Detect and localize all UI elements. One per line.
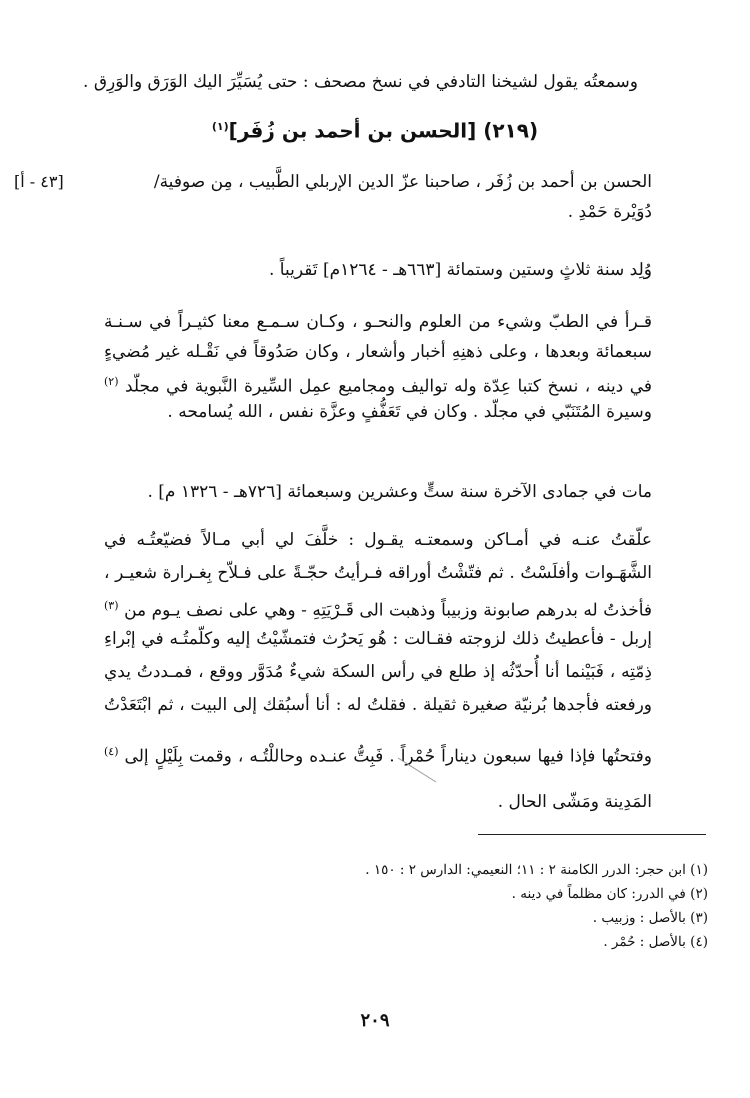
story-line: علّقتُ عنـه في أمـاكن وسمعتـه يقـول : خلَّفَ لي أبي مـالاً فضيّعتُـه في: [104, 530, 652, 550]
study-line: سبعمائة وبعدها ، وعلى ذهنِهِ أخبار وأشعار ، وكان صَدُوقاً في نَقْـله غير مُضيءٍ: [104, 342, 652, 362]
story-line-text: وفتحتُها فإذا فيها سبعون ديناراً حُمْراً . فَبِتُّ عنـده وحاللْتُـه ، وقمت بِلَيْلٍ إلى: [124, 746, 653, 767]
story-line: ورفعته فأجدها بُرنيّة صغيرة ثقيلة . فقلتُ له : أنا أسبُقك إلى البيت ، ثم ابْتَعَدْتُ: [104, 695, 652, 715]
study-line-with-note: [104, 370, 652, 399]
heading-title: (٢١٩) [الحسن بن أحمد بن زُفَر]: [228, 118, 539, 143]
study-line-text: في دينه ، نسخ كتبا عِدّة وله تواليف ومجاميع عمِل السِّيرة النَّبوية في مجلّد: [124, 376, 652, 397]
story-footnote-marker-3: (٣): [104, 599, 119, 612]
story-line: الشَّهَـوات وأفلَسْتُ . ثم فتّشْتُ أوراقه فـرأيتُ حجّـةً على فـلاّح بِغـرارة شعيـر ،: [104, 563, 652, 583]
pencil-mark-icon: [396, 756, 440, 784]
footnote: (٤) بالأصل : حُمْر .: [603, 934, 708, 950]
story-footnote-marker-4: (٤): [104, 745, 119, 758]
footnote-divider: [478, 834, 706, 835]
study-footnote-marker: (٢): [104, 375, 119, 388]
story-line-text: فأخذتُ له بدرهم صابونة وزبيباً وذهبت الى قَـرْيَتِهِ - وهي على نصف يـوم من: [124, 600, 653, 621]
study-line: قـرأ في الطبّ وشيء من العلوم والنحـو ، وكـان سـمـع معنا كثيـراً في سـنـة: [104, 312, 652, 332]
page-number: ٢٠٩: [360, 1010, 390, 1031]
margin-reference: [٤٣ - أ]: [14, 172, 64, 191]
study-line: وسيرة المُتَنَبّي في مجلّد . وكان في تَعَفُّفٍ وعزَّة نفس ، الله يُسامحه .: [167, 402, 652, 422]
footnote: (١) ابن حجر: الدرر الكامنة ٢ : ١١؛ النعيمي: الدارس ٢ : ١٥٠ .: [365, 862, 708, 878]
entry-line: دُوَيْرة حَمْدِ .: [567, 202, 652, 222]
story-line: ذِمّتِه ، فَبَيْنما أنا أُحدّثُه إذ طلع في رأس السكة شيءٌ مُدَوَّر ووقع ، فمـددتُ يدي: [104, 662, 652, 682]
top-line: وسمعتُه يقول لشيخنا التادفي في نسخ مصحف : حتى يُسَيِّرَ اليك الوَرَق والوَرِق .: [83, 72, 638, 92]
story-line-with-note: [104, 594, 652, 623]
entry-line: الحسن بن أحمد بن زُفَر ، صاحبنا عزّ الدين الإربلي الطَّبيب ، مِن صوفية/: [153, 172, 652, 192]
story-line: إربل - فأعطيتُ ذلك لزوجته فقـالت : هُو يَحرُث فتمشّيْتُ إليه وكلّمتُـه في إبْراءِ: [104, 629, 652, 649]
story-line: المَدِينة ومَشّى الحال .: [497, 792, 652, 812]
death-line: مات في جمادى الآخرة سنة ستٍّ وعشرين وسبعمائة [٧٢٦هـ - ١٣٢٦ م] .: [147, 482, 652, 502]
footnote: (٢) في الدرر: كان مظلماً في دينه .: [511, 886, 708, 902]
entry-heading: [0, 112, 750, 146]
footnote: (٣) بالأصل : وزبيب .: [592, 910, 708, 926]
heading-footnote-marker: (١): [211, 120, 229, 133]
birth-line: وُلِد سنة ثلاثٍ وستين وستمائة [٦٦٣هـ - ١٢٦٤م] تَقريباً .: [269, 260, 652, 280]
story-line-with-note: [104, 740, 652, 769]
